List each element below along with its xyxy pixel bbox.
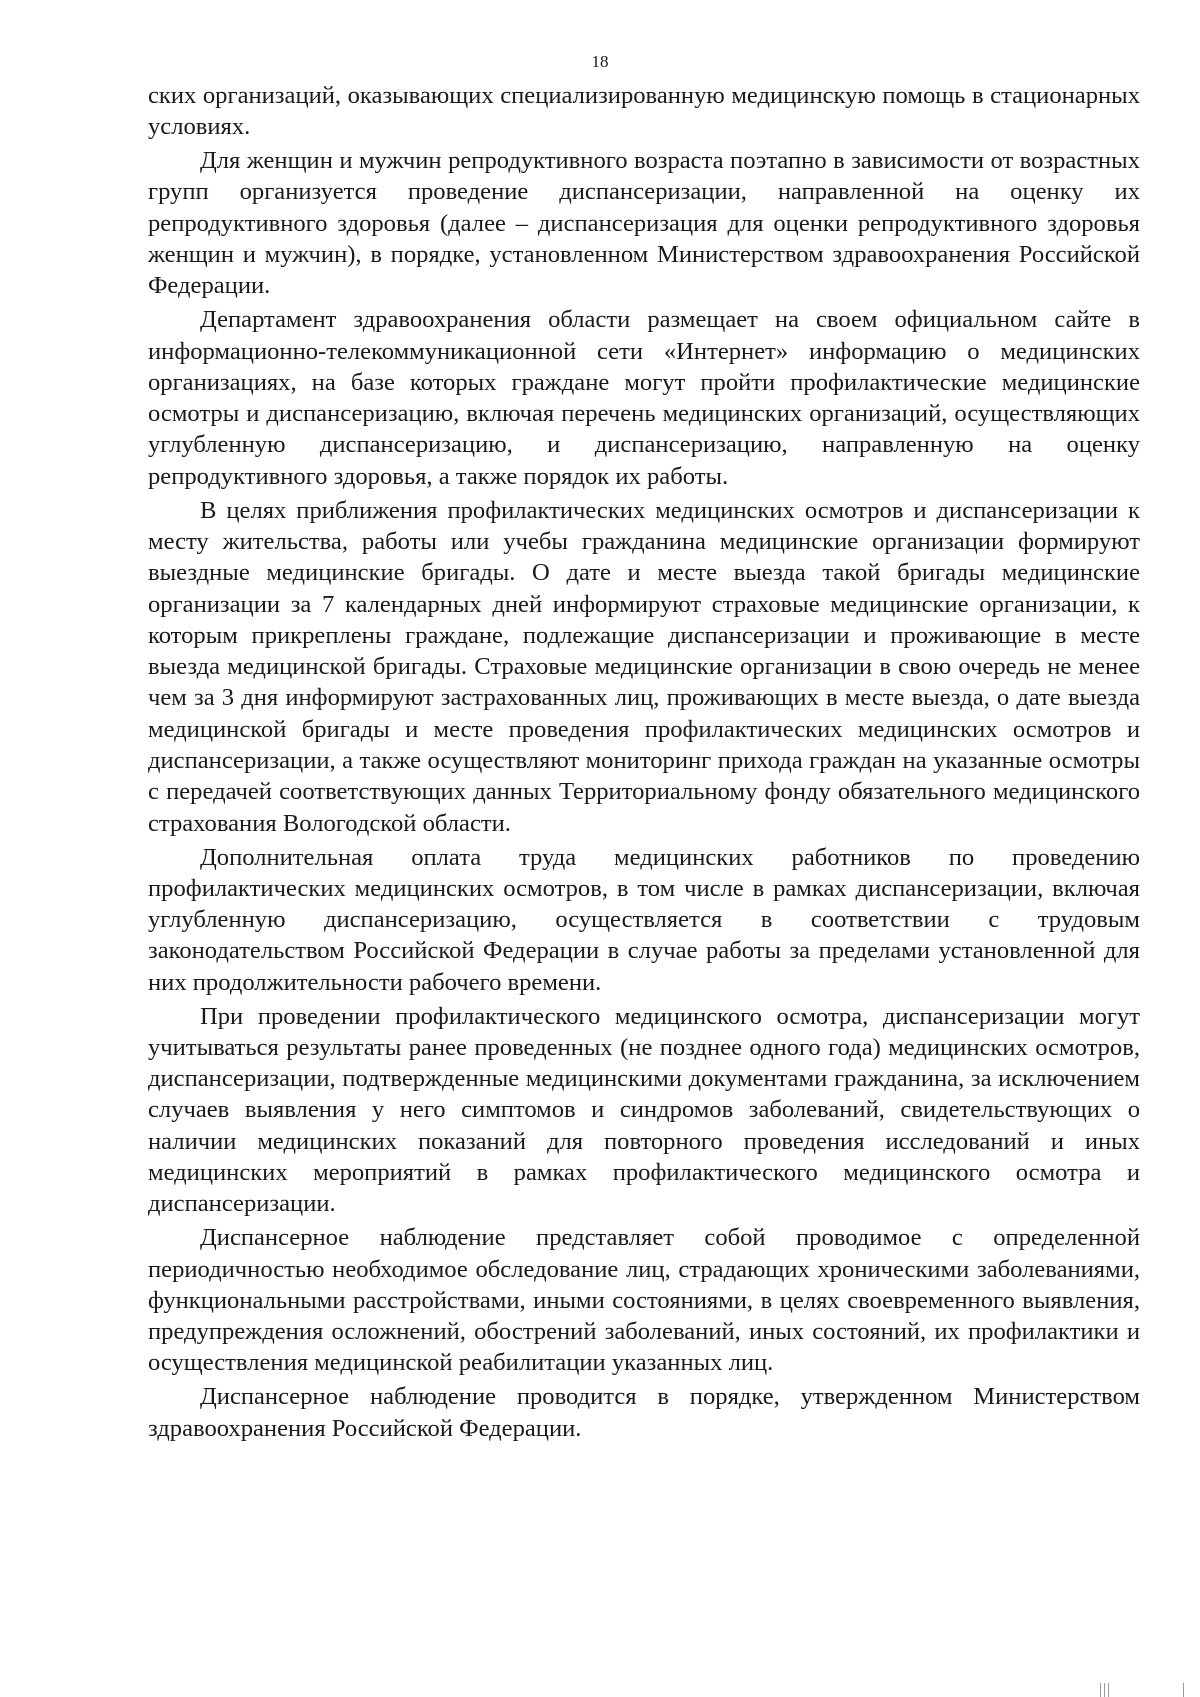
- paragraph-reproductive-health-screening: Для женщин и мужчин репродуктивного возраста поэтапно в зависимости от возрастных групп организуется проведение диспансеризации, направленной на оценку их репродуктивного здоровья (далее – диспансеризация для оценки репродуктивного здоровья женщин и мужчин), в порядке, установленном Министерством здравоохранения Российской Федерации.: [148, 147, 1140, 300]
- scan-artifact-mark: [1183, 1683, 1184, 1697]
- scan-artifact-mark: [1100, 1683, 1101, 1697]
- paragraph-dispensary-observation-procedure: Диспансерное наблюдение проводится в порядке, утвержденном Министерством здравоохранения Российской Федерации.: [148, 1383, 1140, 1442]
- paragraph-dispensary-observation-definition: Диспансерное наблюдение представляет собой проводимое с определенной периодичностью необходимое обследование лиц, страдающих хроническими заболеваниями, функциональными расстройствами, иными состояниями, в целях своевременного выявления, предупреждения осложнений, обострений заболеваний, иных состояний, их профилактики и осуществления медицинской реабилитации указанных лиц.: [148, 1224, 1140, 1377]
- document-body: [148, 80, 1140, 1447]
- scan-artifact-mark: [1108, 1683, 1109, 1697]
- paragraph-continuation: ских организаций, оказывающих специализированную медицинскую помощь в стационарных условиях.: [148, 82, 1140, 141]
- paragraph-department-website-info: Департамент здравоохранения области размещает на своем официальном сайте в информационно-телекоммуникационной сети «Интернет» информацию о медицинских организациях, на базе которых граждане могут пройти профилактические медицинские осмотры и диспансеризацию, включая перечень медицинских организаций, осуществляющих углубленную диспансеризацию, и диспансеризацию, направленную на оценку репродуктивного здоровья, а также порядок их работы.: [148, 306, 1140, 490]
- paragraph-previous-results: При проведении профилактического медицинского осмотра, диспансеризации могут учитываться результаты ранее проведенных (не позднее одного года) медицинских осмотров, диспансеризации, подтвержденные медицинскими документами гражданина, за исключением случаев выявления у него симптомов и синдромов заболеваний, свидетельствующих о наличии медицинских показаний для повторного проведения исследований и иных медицинских мероприятий в рамках профилактического медицинского осмотра и диспансеризации.: [148, 1002, 1140, 1218]
- paragraph-additional-pay: Дополнительная оплата труда медицинских работников по проведению профилактических медицинских осмотров, в том числе в рамках диспансеризации, включая углубленную диспансеризацию, осуществляется в соответствии с трудовым законодательством Российской Федерации в случае работы за пределами установленной для них продолжительности рабочего времени.: [148, 843, 1140, 996]
- page-number: 18: [591, 52, 609, 71]
- paragraph-mobile-medical-teams: В целях приближения профилактических медицинских осмотров и диспансеризации к месту жительства, работы или учебы гражданина медицинские организации формируют выездные медицинские бригады. О дате и месте выезда такой бригады медицинские организации за 7 календарных дней информируют страховые медицинские организации, к которым прикреплены граждане, подлежащие диспансеризации и проживающие в месте выезда медицинской бригады. Страховые медицинские организации в свою очередь не менее чем за 3 дня информируют застрахованных лиц, проживающих в месте выезда, о дате выезда медицинской бригады и месте проведения профилактических медицинских осмотров и диспансеризации, а также осуществляют мониторинг прихода граждан на указанные осмотры с передачей соответствующих данных Территориальному фонду обязательного медицинского страхования Вологодской области.: [148, 496, 1140, 837]
- scan-artifact-mark: [1104, 1683, 1105, 1697]
